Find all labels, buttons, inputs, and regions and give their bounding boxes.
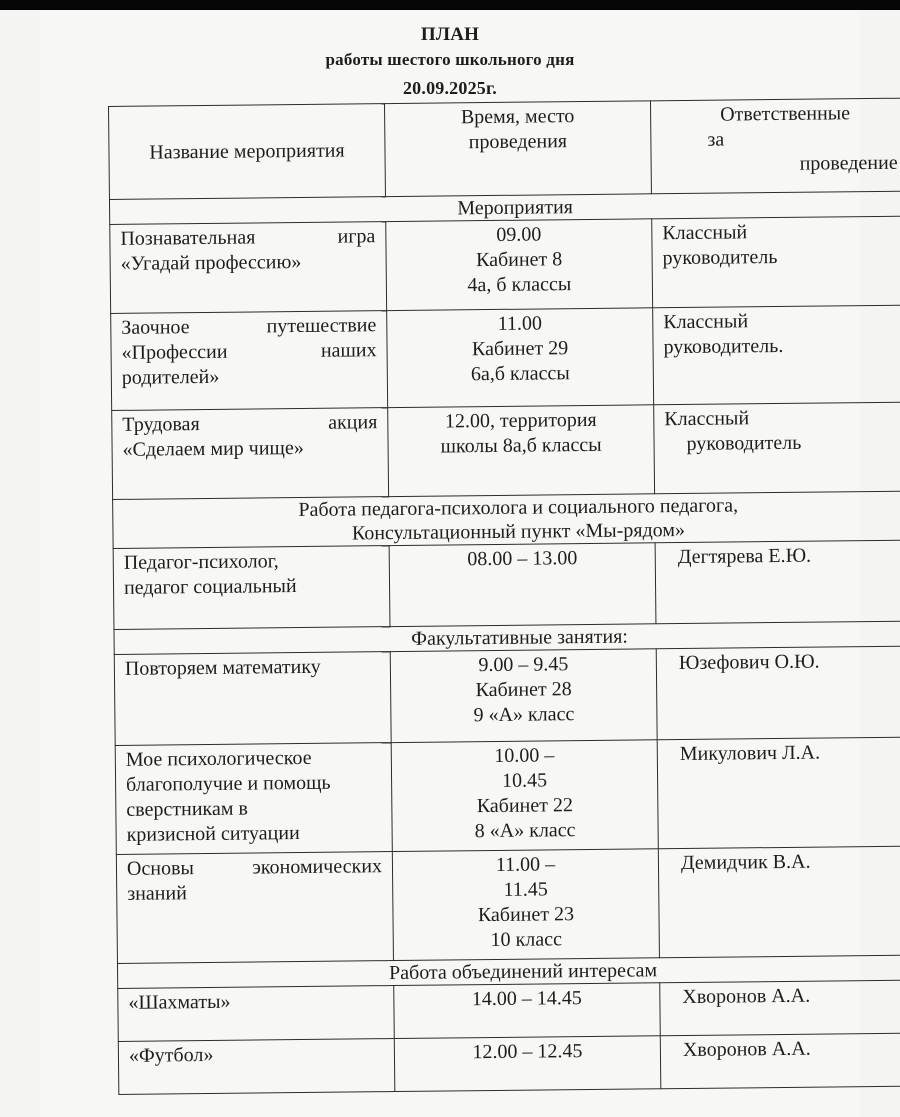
place-line: Кабинет 23	[477, 903, 575, 927]
time-line: 11.00 –	[495, 853, 556, 876]
responsible-cell	[652, 216, 900, 308]
time-place-cell	[387, 308, 654, 408]
responsible-line: Классный	[662, 221, 748, 245]
event-name-line: «Шахматы»	[128, 990, 231, 1014]
time-place-cell	[388, 405, 655, 497]
event-name-cell	[112, 408, 389, 500]
plan-title: ПЛАН	[420, 24, 480, 45]
section-electives: Факультативные занятия:	[114, 621, 900, 654]
header-resp-line1: Ответственные	[720, 102, 851, 126]
table-row	[112, 402, 900, 499]
event-name-cell	[110, 222, 387, 314]
event-name-line: «Сделаем мир чище»	[122, 436, 304, 461]
time-line: 11.45	[503, 878, 548, 901]
time-place-line: 12.00, территория	[444, 408, 597, 433]
section-psychologist	[113, 491, 900, 548]
class-line: 10 класс	[490, 928, 563, 952]
event-name-cell	[116, 852, 393, 964]
top-edge-bar	[0, 0, 900, 10]
time-line: 11.00	[497, 312, 543, 335]
time-line: 12.00 – 12.45	[472, 1040, 583, 1064]
event-name-line: знаний	[127, 882, 187, 905]
time-line: 10.00 –	[494, 744, 555, 767]
time-line: 9.00 – 9.45	[478, 653, 569, 677]
header-time-cell	[384, 101, 651, 197]
class-line: 8 «А» класс	[474, 819, 576, 843]
event-name-cell	[111, 311, 388, 411]
responsible-line: руководитель.	[663, 334, 784, 359]
plan-table	[108, 97, 900, 1094]
responsible-line: Юзефович О.Ю.	[678, 650, 820, 675]
section-clubs: Работа объединений интересам	[117, 955, 900, 988]
time-line: 14.00 – 14.45	[471, 987, 582, 1011]
header-resp-line3: проведение	[799, 151, 898, 175]
table-row	[114, 646, 900, 745]
header-event: Название мероприятия	[149, 139, 345, 164]
responsible-line: Классный	[663, 310, 749, 334]
event-name-cell	[113, 546, 390, 630]
event-name-line: Мое психологическое	[125, 746, 312, 771]
responsible-line: Хворонов А.А.	[682, 1037, 811, 1062]
place-line: Кабинет 22	[476, 794, 574, 818]
class-line: 4а, б классы	[467, 273, 572, 297]
event-name-line: Педагог-психолог,	[123, 550, 279, 574]
table-row	[113, 540, 900, 629]
table-row	[118, 980, 900, 1041]
event-name-line: Заочное путешествие	[121, 314, 377, 339]
responsible-line: руководитель	[662, 245, 778, 270]
event-name-line: сверстникам в	[126, 797, 248, 821]
responsible-cell	[655, 540, 900, 624]
table-row	[115, 737, 900, 854]
event-name-line: «Угадай профессию»	[120, 250, 302, 275]
class-line: 6а,б классы	[470, 362, 570, 386]
section-events: Мероприятия	[109, 191, 900, 224]
event-name-line: Повторяем математику	[124, 655, 321, 680]
responsible-cell	[653, 305, 900, 405]
class-line: 9 «А» класс	[473, 703, 575, 727]
time-place-cell	[389, 543, 656, 627]
event-name-line: родителей»	[121, 365, 220, 389]
header-resp-line2: за	[707, 128, 725, 151]
section-psych-line1: Работа педагога-психолога и социального педагога,	[298, 494, 739, 522]
plan-date: 20.09.2025г.	[402, 78, 498, 98]
responsible-cell	[660, 980, 900, 1036]
plan-subtitle: работы шестого школьного дня	[325, 50, 575, 69]
event-name-cell	[115, 743, 392, 855]
event-name-line: кризисной ситуации	[126, 822, 300, 846]
time-line: 10.45	[501, 769, 548, 792]
responsible-cell	[654, 402, 900, 494]
time-line: 08.00 – 13.00	[467, 547, 578, 571]
time-place-cell	[392, 849, 659, 961]
event-name-line: педагог социальный	[123, 575, 297, 599]
time-line: 09.00	[496, 223, 542, 246]
responsible-cell	[658, 846, 900, 958]
responsible-cell	[660, 1033, 900, 1089]
place-line: Кабинет 8	[475, 248, 563, 272]
place-line: Кабинет 28	[475, 678, 572, 702]
time-place-cell	[386, 219, 653, 311]
responsible-line: руководитель	[686, 431, 802, 455]
event-name-line: Познавательная игра	[120, 225, 376, 250]
responsible-line: Хворонов А.А.	[682, 984, 811, 1009]
place-line: Кабинет 29	[471, 337, 569, 361]
time-place-cell	[390, 649, 657, 743]
section-row	[113, 491, 900, 548]
event-name-line: «Профессии наших	[121, 339, 377, 364]
event-name-cell	[118, 1039, 395, 1095]
responsible-line: Дегтярева Е.Ю.	[677, 544, 812, 569]
responsible-cell	[656, 646, 900, 740]
event-name-line: Трудовая акция	[122, 411, 378, 436]
table-row	[116, 846, 900, 963]
table-header-row	[109, 98, 900, 199]
responsible-line: Демидчик В.А.	[680, 850, 811, 875]
header-time-line2: проведения	[468, 130, 568, 154]
responsible-cell	[657, 737, 900, 849]
table-row	[118, 1033, 900, 1094]
time-place-cell	[394, 1036, 661, 1092]
event-name-line: Основы экономических	[126, 855, 383, 880]
header-event-cell	[109, 104, 386, 200]
table-row	[111, 305, 900, 410]
event-name-line: благополучие и помощь	[125, 771, 331, 796]
time-place-cell	[394, 983, 661, 1039]
responsible-line: Классный	[664, 407, 750, 431]
event-name-cell	[118, 986, 395, 1042]
table-row	[110, 216, 900, 313]
header-resp-cell	[650, 98, 900, 194]
event-name-line: «Футбол»	[128, 1043, 214, 1067]
section-psych-line2: Консультационный пункт «Мы-рядом»	[351, 518, 686, 545]
time-place-line: школы 8а,б классы	[440, 433, 602, 458]
time-place-cell	[391, 740, 658, 852]
header-time-line1: Время, место	[460, 105, 575, 129]
event-name-cell	[114, 652, 391, 746]
responsible-line: Микулович Л.А.	[679, 741, 821, 766]
